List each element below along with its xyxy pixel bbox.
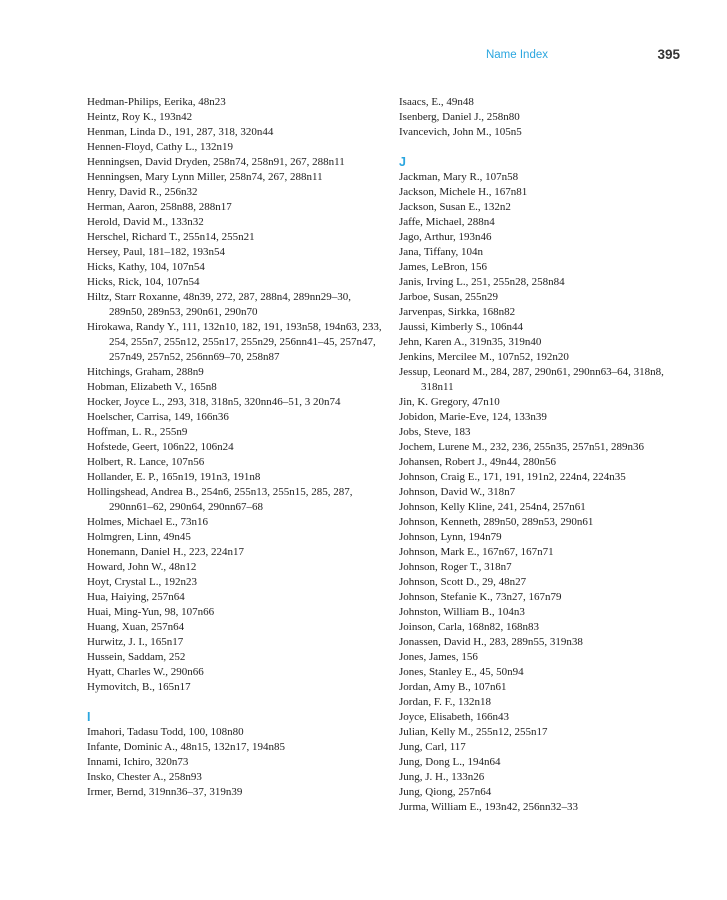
index-entry: Henningsen, David Dryden, 258n74, 258n91, 267, 288n11 <box>87 156 345 168</box>
page-number: 395 <box>657 47 680 62</box>
index-entry: Johnson, Lynn, 194n79 <box>399 531 502 543</box>
index-entry: Johnson, Craig E., 171, 191, 191n2, 224n4, 224n35 <box>399 471 626 483</box>
left-column <box>87 95 387 800</box>
running-head <box>0 49 727 69</box>
index-entry: Hitchings, Graham, 288n9 <box>87 366 204 378</box>
entries-i <box>87 725 387 800</box>
index-entry: Holmes, Michael E., 73n16 <box>87 516 208 528</box>
index-entry: Jessup, Leonard M., 284, 287, 290n61, 290nn63–64, 318n8, 318n11 <box>399 366 664 393</box>
index-entry: Johnson, Mark E., 167n67, 167n71 <box>399 546 554 558</box>
index-entry: Julian, Kelly M., 255n12, 255n17 <box>399 726 548 738</box>
index-entry: Jurma, William E., 193n42, 256nn32–33 <box>399 801 579 813</box>
section-name: Name Index <box>485 49 548 61</box>
index-entry: Jarvenpas, Sirkka, 168n82 <box>399 306 516 318</box>
index-entry: Jana, Tiffany, 104n <box>399 246 484 258</box>
index-entry: Hirokawa, Randy Y., 111, 132n10, 182, 191, 193n58, 194n63, 233, 254, 255n7, 255n12, 255n17, 255n29, 256nn41–45, 257n47, 257n49, 257n52, 256nn69–70, 258n87 <box>87 321 382 363</box>
entries-h <box>87 95 387 695</box>
index-entry: Holbert, R. Lance, 107n56 <box>87 456 205 468</box>
index-entry: Hicks, Rick, 104, 107n54 <box>87 276 200 288</box>
index-entry: Johnson, Kenneth, 289n50, 289n53, 290n61 <box>399 516 594 528</box>
index-entry: Hofstede, Geert, 106n22, 106n24 <box>87 441 234 453</box>
index-entry: Jung, Carl, 117 <box>399 741 466 753</box>
index-entry: Johnson, Kelly Kline, 241, 254n4, 257n61 <box>399 501 586 513</box>
index-entry: Herold, David M., 133n32 <box>87 216 204 228</box>
index-entry: Honemann, Daniel H., 223, 224n17 <box>87 546 245 558</box>
section-gap <box>87 695 387 710</box>
index-entry: Johnson, Scott D., 29, 48n27 <box>399 576 527 588</box>
index-entry: Holmgren, Linn, 49n45 <box>87 531 191 543</box>
index-entry: Hoyt, Crystal L., 192n23 <box>87 576 197 588</box>
index-entry: Jago, Arthur, 193n46 <box>399 231 492 243</box>
index-entry: Johnson, David W., 318n7 <box>399 486 516 498</box>
letter-heading-i: I <box>87 710 91 724</box>
index-entry: Infante, Dominic A., 48n15, 132n17, 194n85 <box>87 741 285 753</box>
index-entry: Innami, Ichiro, 320n73 <box>87 756 189 768</box>
index-entry: Hollingshead, Andrea B., 254n6, 255n13, 255n15, 285, 287, 290nn61–62, 290n64, 290nn67–68 <box>87 486 353 513</box>
index-entry: Jin, K. Gregory, 47n10 <box>399 396 500 408</box>
index-entry: Jehn, Karen A., 319n35, 319n40 <box>399 336 542 348</box>
index-entry: Jobs, Steve, 183 <box>399 426 471 438</box>
index-entry: Hurwitz, J. I., 165n17 <box>87 636 184 648</box>
index-entry: Jordan, Amy B., 107n61 <box>399 681 507 693</box>
index-entry: Hoelscher, Carrisa, 149, 166n36 <box>87 411 229 423</box>
index-entry: Huai, Ming-Yun, 98, 107n66 <box>87 606 215 618</box>
index-entry: Hiltz, Starr Roxanne, 48n39, 272, 287, 288n4, 289nn29–30, 289n50, 289n53, 290n61, 290n70 <box>87 291 351 318</box>
index-entry: Jordan, F. F., 132n18 <box>399 696 492 708</box>
index-entry: Insko, Chester A., 258n93 <box>87 771 202 783</box>
index-entry: Johansen, Robert J., 49n44, 280n56 <box>399 456 557 468</box>
index-entry: Hicks, Kathy, 104, 107n54 <box>87 261 205 273</box>
index-entry: Henry, David R., 256n32 <box>87 186 198 198</box>
index-entry: Hymovitch, B., 165n17 <box>87 681 191 693</box>
index-entry: Jenkins, Mercilee M., 107n52, 192n20 <box>399 351 569 363</box>
index-entry: Jaffe, Michael, 288n4 <box>399 216 495 228</box>
index-entry: Henningsen, Mary Lynn Miller, 258n74, 267, 288n11 <box>87 171 323 183</box>
index-entry: Hobman, Elizabeth V., 165n8 <box>87 381 217 393</box>
index-entry: Jochem, Lurene M., 232, 236, 255n35, 257n51, 289n36 <box>399 441 645 453</box>
right-column <box>399 95 699 815</box>
index-entry: Jarboe, Susan, 255n29 <box>399 291 498 303</box>
index-entry: Jung, Dong L., 194n64 <box>399 756 501 768</box>
index-entry: Jackman, Mary R., 107n58 <box>399 171 519 183</box>
index-entry: Hersey, Paul, 181–182, 193n54 <box>87 246 225 258</box>
index-entry: Jung, J. H., 133n26 <box>399 771 485 783</box>
entries-i-continued <box>399 95 699 140</box>
index-entry: Herschel, Richard T., 255n14, 255n21 <box>87 231 255 243</box>
index-entry: Joyce, Elisabeth, 166n43 <box>399 711 509 723</box>
index-entry: Jackson, Susan E., 132n2 <box>399 201 511 213</box>
index-entry: James, LeBron, 156 <box>399 261 487 273</box>
index-entry: Jones, James, 156 <box>399 651 478 663</box>
index-entry: Hoffman, L. R., 255n9 <box>87 426 188 438</box>
index-entry: Ivancevich, John M., 105n5 <box>399 126 522 138</box>
index-entry: Hollander, E. P., 165n19, 191n3, 191n8 <box>87 471 261 483</box>
entries-j <box>399 170 699 815</box>
index-entry: Jobidon, Marie-Eve, 124, 133n39 <box>399 411 547 423</box>
index-entry: Jonassen, David H., 283, 289n55, 319n38 <box>399 636 583 648</box>
index-entry: Johnson, Stefanie K., 73n27, 167n79 <box>399 591 562 603</box>
index-entry: Irmer, Bernd, 319nn36–37, 319n39 <box>87 786 243 798</box>
index-entry: Henman, Linda D., 191, 287, 318, 320n44 <box>87 126 274 138</box>
index-entry: Hedman-Philips, Eerika, 48n23 <box>87 96 226 108</box>
index-entry: Jaussi, Kimberly S., 106n44 <box>399 321 524 333</box>
index-entry: Isaacs, E., 49n48 <box>399 96 474 108</box>
index-entry: Huang, Xuan, 257n64 <box>87 621 185 633</box>
index-entry: Howard, John W., 48n12 <box>87 561 197 573</box>
index-entry: Janis, Irving L., 251, 255n28, 258n84 <box>399 276 565 288</box>
index-entry: Jones, Stanley E., 45, 50n94 <box>399 666 524 678</box>
index-entry: Hua, Haiying, 257n64 <box>87 591 185 603</box>
index-entry: Herman, Aaron, 258n88, 288n17 <box>87 201 232 213</box>
index-entry: Hocker, Joyce L., 293, 318, 318n5, 320nn46–51, 3 20n74 <box>87 396 341 408</box>
index-entry: Johnston, William B., 104n3 <box>399 606 525 618</box>
index-entry: Hennen-Floyd, Cathy L., 132n19 <box>87 141 234 153</box>
index-entry: Jackson, Michele H., 167n81 <box>399 186 528 198</box>
index-entry: Jung, Qiong, 257n64 <box>399 786 492 798</box>
index-entry: Joinson, Carla, 168n82, 168n83 <box>399 621 539 633</box>
index-entry: Heintz, Roy K., 193n42 <box>87 111 193 123</box>
index-entry: Imahori, Tadasu Todd, 100, 108n80 <box>87 726 244 738</box>
section-gap <box>399 140 699 155</box>
index-entry: Johnson, Roger T., 318n7 <box>399 561 512 573</box>
index-entry: Hyatt, Charles W., 290n66 <box>87 666 204 678</box>
index-entry: Isenberg, Daniel J., 258n80 <box>399 111 520 123</box>
letter-heading-j: J <box>399 155 406 169</box>
index-entry: Hussein, Saddam, 252 <box>87 651 186 663</box>
